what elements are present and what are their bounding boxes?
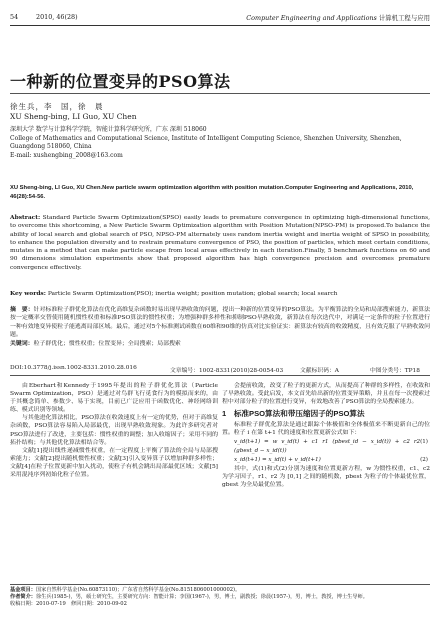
author-bio-label: 作者简介： <box>10 594 36 600</box>
footnotes <box>10 584 430 608</box>
paper-title: 一种新的位置变异的PSO算法 <box>10 72 231 91</box>
equation-1-body: v_id(t+1) = w v_id(t) + c1 r1 (pbest_id − x_id(t)) + c2 r2 (gbest_d − x_id(t)) <box>234 438 421 454</box>
meta-rule <box>10 375 430 376</box>
title-rule <box>10 93 430 94</box>
running-header <box>10 10 430 24</box>
abstract-cn <box>10 306 430 348</box>
abstract-en <box>10 214 430 272</box>
fund-label: 基金项目： <box>10 587 36 593</box>
abstract-cn-label: 摘 要： <box>10 306 34 313</box>
keywords-en <box>10 290 430 299</box>
section-heading: 1 标准PSO算法和带压缩因子的PSO算法 <box>222 409 365 419</box>
authors-cn: 徐生兵，李 国，徐 晨 <box>10 102 104 111</box>
authors-en: XU Sheng-bing, LI Guo, XU Chen <box>10 112 137 121</box>
equation-2-body: x_id(t+1) = x_id(t) + v_id(t+1) <box>234 456 321 463</box>
keywords-cn-text: 粒子群优化；惯性权重；位置变异；全局搜索；局部搜索 <box>33 340 181 347</box>
clc-number: 中图分类号：TP18 <box>370 368 420 374</box>
received-dates: 收稿日期：2010-07-19 修回日期：2010-09-02 <box>10 601 127 607</box>
fund-text: 国家自然科学基金(No.60873110)；广东省自然科学基金(No.8151806001000002)。 <box>35 587 241 593</box>
article-number: 文章编号：1002-8331(2010)28-0054-03 <box>170 368 284 374</box>
body-paragraph: 文献[1]提出线性递减惯性权重，在一定程度上平衡了算法的全局与局部搜索能力；文献[2]提出随机惯性权重；文献[3]引入变异算子以增加种群多样性；文献[4]在粒子位置更新中加入扰动，使粒子有机会跳出局部最优区域；文献[5]采用混沌序列初始化粒子位置。 <box>10 447 218 479</box>
citation-rest: New particle swarm optimization algorithm with position mutation.Computer Engineering and Applications, 2010, 46(28):54-56. <box>10 185 414 200</box>
journal-name <box>246 13 430 22</box>
equation-1-number: (1) <box>420 438 428 445</box>
keywords-text: Particle Swarm Optimization(PSO); inertia weight; position mutation; global search; local search <box>47 291 338 297</box>
header-rule <box>10 25 430 26</box>
body-paragraph: 由Eberhart和Kennedy于1995年提出的粒子群优化算法（Particle Swarm Optimization，PSO）是通过对鸟群飞行觅食行为的模拟而来的，由于其概念简单、参数少、易于实现，目前已广泛应用于函数优化、神经网络训练、模式识别等领域。 <box>10 383 218 414</box>
abstract-label: Abstract: <box>10 214 41 221</box>
keywords-cn-label: 关键词： <box>10 339 34 347</box>
affiliations <box>10 126 430 160</box>
equation-2-number: (2) <box>420 456 428 463</box>
doi: DOI:10.3778/j.issn.1002-8331.2010.28.016 <box>10 365 137 371</box>
abstract-text: Standard Particle Swarm Optimization(SPSO) easily leads to premature convergence in optimizing high-dimensional functions, to overcome this shortcoming, a New Particle Swarm Optimization algorithm with Position Mutation(NPSO-PM) is proposed.To balance the ability of local search and global search of PSO, NPSO-PM alternately uses random inertia weight and inertia weight of SPSO in possibility, to enhance the population diversity and to restrain premature convergence of PSO, the position of particles, which meet certain conditions, mutates in a method that can make particle escape from local areas effectively in each iteration.Finally, 5 benchmark functions on 60 and 90 dimensions simulation experiments show that proposed algorithm has high convergence precision and overcomes premature convergence effectively. <box>10 215 430 271</box>
page-number: 54 <box>10 13 19 21</box>
body-column-left <box>10 382 218 584</box>
equation-2 <box>222 456 430 465</box>
citation <box>10 184 430 201</box>
body-paragraph: 会提前收敛，改变了粒子的更新方式，从而提高了种群的多样性，在收敛和了早熟收敛。受此启发，本文首先给出新的位置变异策略，并且在每一次搜索过程中对部分粒子的位置进行变异，有效地改善了PSO算法的全局搜索能力。 <box>222 383 430 406</box>
section-intro: 标准粒子群优化算法是通过跟踪个体极值和全体极值来不断更新自己的位置。粒子 i 在第 t+1 代的速度和位置更新公式如下： <box>222 422 430 437</box>
body-paragraph: 其中，式(1)和式(2)分别为速度和位置更新方程，w 为惯性权重，c1、c2 为学习因子，r1、r2 为 [0,1] 之间的随机数，pbest 为粒子的个体最优位置，gbest 为全局最优位置。 <box>222 465 430 488</box>
equation-1 <box>222 438 430 456</box>
keywords-label: Key words: <box>10 290 46 297</box>
body-column-right <box>222 382 430 489</box>
affiliation-line: College of Mathematics and Computational Science, Institute of Intelligent Computing Science, Shenzhen University, Shenzhen, <box>10 134 402 142</box>
journal-name-en: Computer Engineering and Applications <box>246 14 377 22</box>
citation-authors: XU Sheng-bing, LI Guo, XU Chen. <box>10 185 103 191</box>
author-bio-text: 徐生兵(1985-)，男，硕士研究生，主要研究方向：智能计算；李国(1967-)，男，博士，副教授；徐晨(1957-)，男，博士，教授，博士生导师。 <box>35 594 368 600</box>
body-paragraph: 与其他进化算法相比，PSO算法在收敛速度上有一定的优势，但对于高维复杂函数，PSO算法容易陷入局部最优，出现早熟收敛现象。为此许多研究者对PSO算法进行了改进，主要包括：惯性权重的调整；加入收缩因子；采用不同的拓扑结构；与其他优化算法相结合等。 <box>10 415 218 446</box>
affiliation-line: Guangdong 518060, China <box>10 143 92 151</box>
author-email: E-mail: xushengbing_2008@163.com <box>10 151 123 159</box>
affiliation-line: 深圳大学 数学与计算科学学院，智能计算科学研究所，广东 深圳 518060 <box>10 126 207 133</box>
journal-name-cn: 计算机工程与应用 <box>378 14 430 22</box>
abstract-cn-text: 针对标准粒子群优化算法在优化高维复杂函数时易出现早熟收敛的问题，提出一种新的位置变异的PSO算法。为平衡算法的全局和局部搜索能力，新算法按一定概率交替使用随机惯性权重和标准PSO算法的惯性权重；为增强种群多样性和抑制PSO早熟收敛，新算法在每次迭代中，对满足一定条件的粒子位置进行一种有效地变异使粒子能逃离局部区域。最后，通过对5个标准测试函数在60维和90维的仿真对比实验证实：新算法有较高的收敛精度，且有效克服了早熟收敛问题。 <box>10 307 431 339</box>
document-code: 文献标识码：A <box>300 368 339 374</box>
volume-info: 2010, 46(28) <box>36 13 78 21</box>
